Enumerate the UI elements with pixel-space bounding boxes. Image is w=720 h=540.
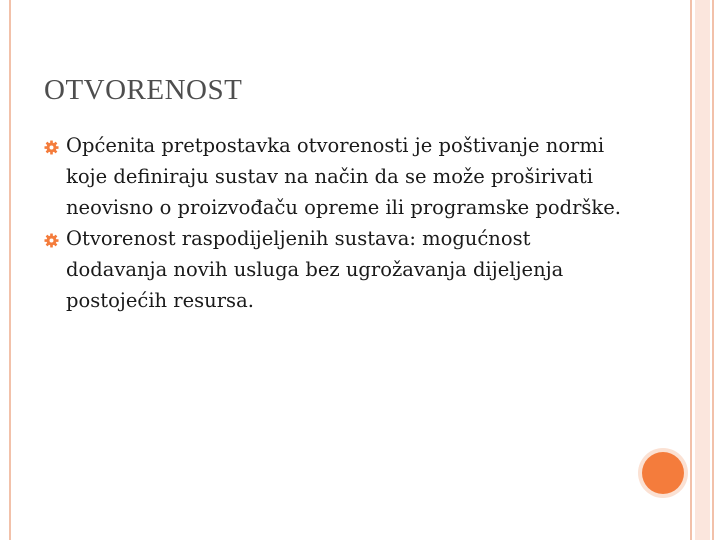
bullet-item <box>44 223 634 316</box>
bullet-item <box>44 130 634 223</box>
right-rail-band <box>695 0 710 540</box>
slide-title: OTVORENOST <box>44 74 243 106</box>
gear-icon <box>44 233 59 248</box>
gear-icon <box>44 140 59 155</box>
circle-ornament-core <box>642 452 684 494</box>
right-rail-inner <box>712 0 714 540</box>
right-rail-outer <box>690 0 692 540</box>
circle-ornament <box>638 448 688 498</box>
bullet-text: Otvorenost raspodijeljenih sustava: mogućnost dodavanja novih usluga bez ugrožavanja dijeljenja postojećih resursa. <box>66 227 564 312</box>
bullet-text: Općenita pretpostavka otvorenosti je poštivanje normi koje definiraju sustav na način da se može proširivati neovisno o proizvođaču opreme ili programske podrške. <box>66 134 621 219</box>
left-border-line <box>9 0 11 540</box>
slide-content <box>44 130 634 316</box>
